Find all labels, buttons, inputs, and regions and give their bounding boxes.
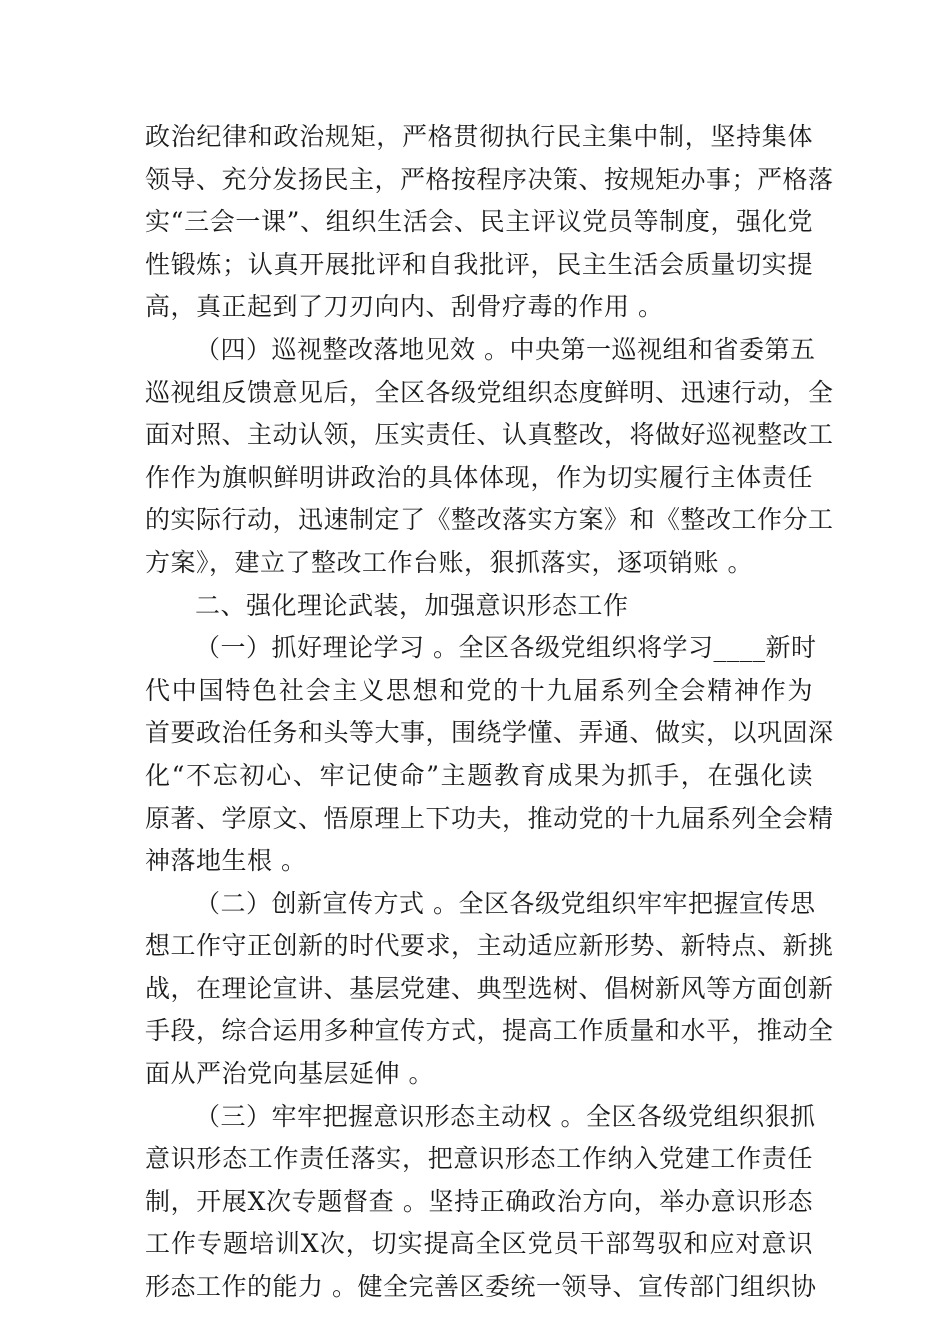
text-line: 工作专题培训X次，切实提高全区党员干部驾驭和应对意识: [145, 1229, 813, 1259]
text-line: 手段，综合运用多种宣传方式，提高工作质量和水平，推动全: [145, 1016, 834, 1046]
text-line: 化“不忘初心、牢记使命”主题教育成果为抓手，在强化读: [145, 760, 813, 790]
text-line: 战，在理论宣讲、基层党建、典型选树、倡树新风等方面创新: [145, 973, 834, 1003]
text-line: 巡视组反馈意见后，全区各级党组织态度鲜明、迅速行动，全: [145, 377, 834, 407]
text-line: 首要政治任务和头等大事，围绕学懂、弄通、做实，以巩固深: [145, 718, 834, 748]
text-line: 政治纪律和政治规矩，严格贯彻执行民主集中制，坚持集体: [145, 122, 813, 151]
paragraph-start-line: （一）抓好理论学习 。全区各级党组织将学习____新时: [195, 633, 817, 663]
paragraph-start-line: （三）牢牢把握意识形态主动权 。全区各级党组织狠抓: [195, 1101, 816, 1131]
paragraph-start-line: （二）创新宣传方式 。全区各级党组织牢牢把握宣传思: [195, 888, 816, 918]
text-line: 性锻炼；认真开展批评和自我批评，民主生活会质量切实提: [145, 249, 813, 279]
text-line: 的实际行动，迅速制定了《整改落实方案》和《整改工作分工: [145, 505, 834, 535]
text-line: 想工作守正创新的时代要求，主动适应新形势、新特点、新挑: [145, 931, 834, 961]
paragraph-end-line: 面从严治党向基层延伸 。: [145, 1059, 434, 1089]
paragraph-start-line: （四）巡视整改落地见效 。中央第一巡视组和省委第五: [195, 334, 816, 364]
paragraph-end-line: 高，真正起到了刀刃向内、刮骨疗毒的作用 。: [145, 292, 664, 322]
text-line: 意识形态工作责任落实，把意识形态工作纳入党建工作责任: [145, 1144, 813, 1174]
text-line: 面对照、主动认领，压实责任、认真整改，将做好巡视整改工: [145, 420, 834, 450]
text-line: 作作为旗帜鲜明讲政治的具体体现，作为切实履行主体责任: [145, 462, 813, 492]
text-line: 形态工作的能力 。健全完善区委统一领导、宣传部门组织协: [145, 1272, 817, 1302]
paragraph-end-line: 方案》，建立了整改工作台账，狠抓落实，逐项销账 。: [145, 547, 753, 577]
text-line: 领导、充分发扬民主，严格按程序决策、按规矩办事；严格落: [145, 164, 834, 194]
text-line: 制，开展X次专题督查 。坚持正确政治方向，举办意识形态: [145, 1186, 813, 1216]
text-line: 原著、学原文、悟原理上下功夫，推动党的十九届系列全会精: [145, 803, 834, 833]
text-line: 实“三会一课”、组织生活会、民主评议党员等制度，强化党: [145, 207, 813, 237]
document-page: [145, 116, 834, 1309]
section-heading: 二、强化理论武装，加强意识形态工作: [195, 590, 629, 620]
text-line: 代中国特色社会主义思想和党的十九届系列全会精神作为: [145, 675, 813, 705]
paragraph-end-line: 神落地生根 。: [145, 846, 307, 876]
